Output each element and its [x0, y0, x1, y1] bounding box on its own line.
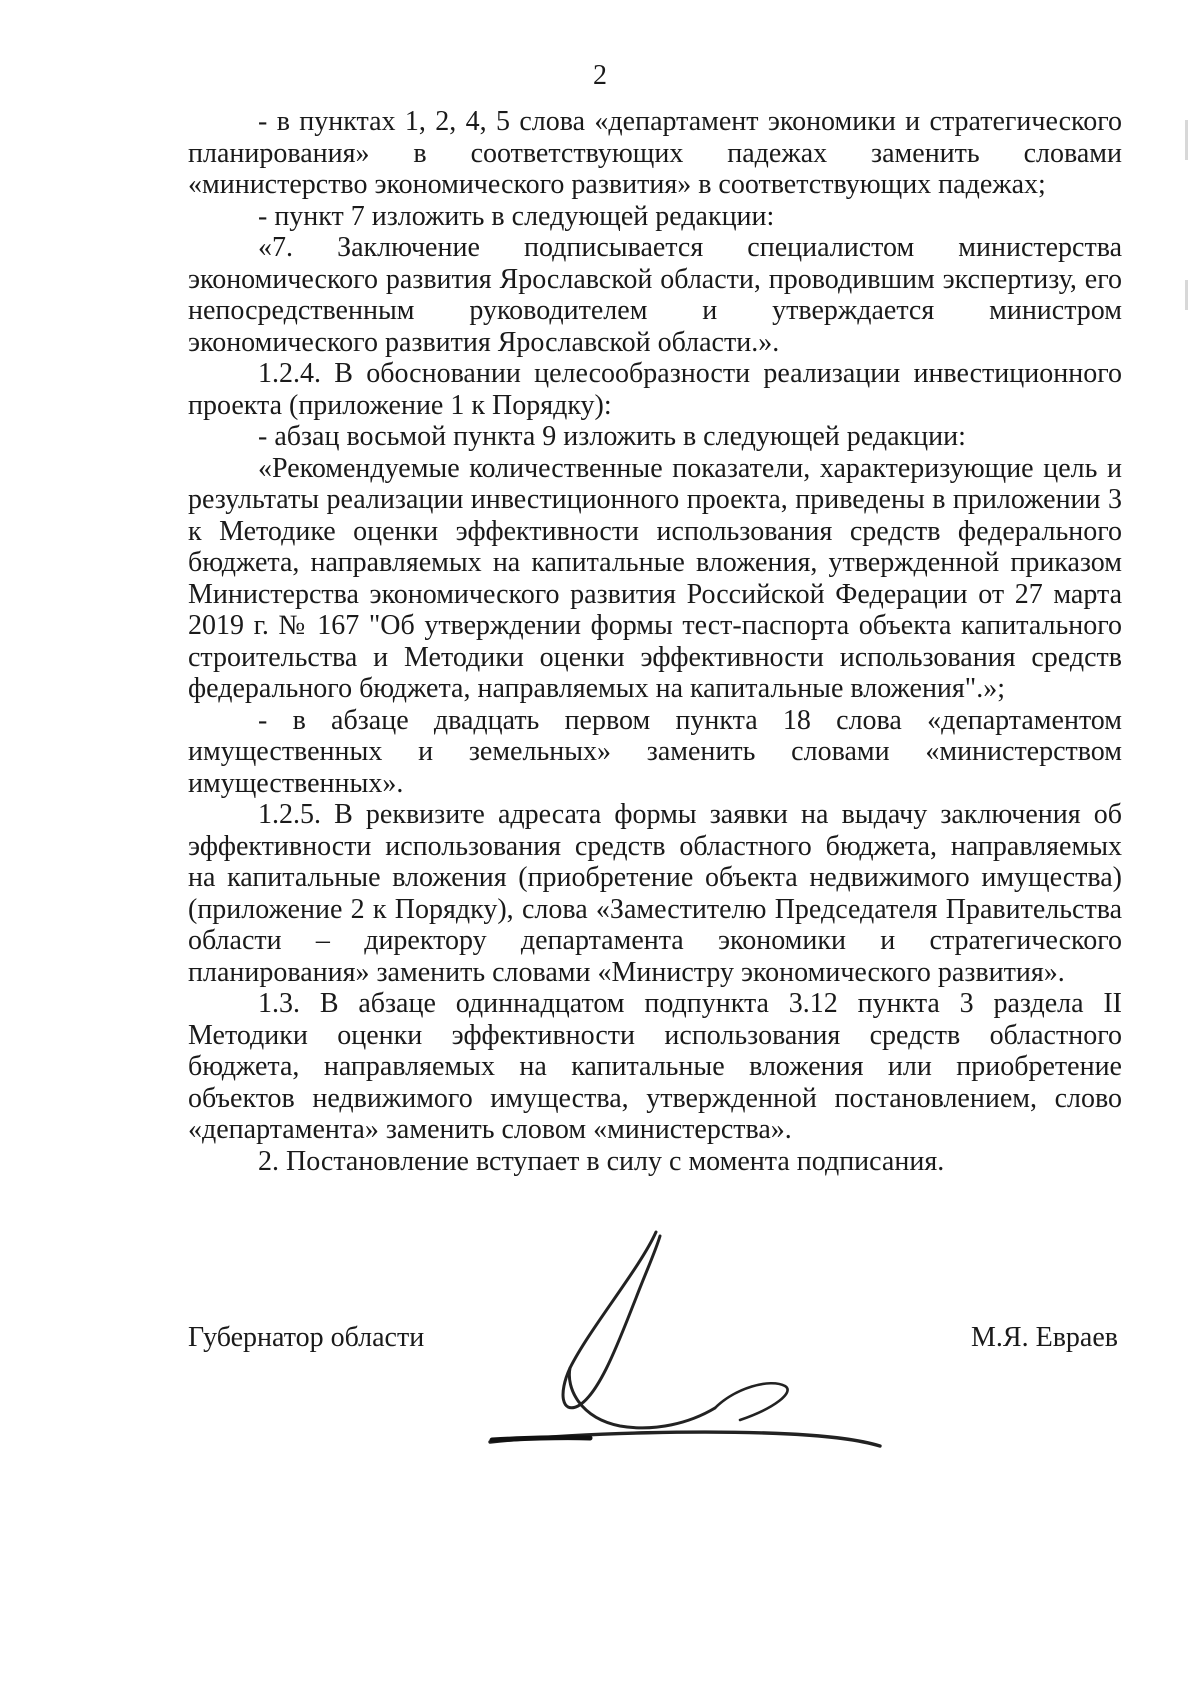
handwritten-signature: [470, 1218, 930, 1468]
paragraph: - в абзаце двадцать первом пункта 18 слова «департаментом имущественных и земельных» заменить словами «министерством имущественных».: [188, 704, 1122, 799]
signatory-name: М.Я. Евраев: [971, 1322, 1118, 1353]
paragraph: 1.2.4. В обосновании целесообразности реализации инвестиционного проекта (приложение 1 к Порядку):: [188, 358, 1122, 421]
paragraph: 2. Постановление вступает в силу с момента подписания.: [258, 1145, 945, 1177]
document-body: [188, 106, 1122, 1177]
page-number: 2: [593, 60, 607, 91]
paragraph: 1.3. В абзаце одиннадцатом подпункта 3.12 пункта 3 раздела II Методики оценки эффективности использования средств областного бюджета, направляемых на капитальные вложения или приобретение объектов недвижимого имущества, утвержденной постановлением, слово «департамента» заменить словом «министерства».: [188, 988, 1122, 1145]
scan-edge-mark: [1185, 120, 1188, 160]
paragraph: - в пунктах 1, 2, 4, 5 слова «департамент экономики и стратегического планирования» в соответствующих падежах заменить словами «министерство экономического развития» в соответствующих падежах;: [188, 106, 1122, 200]
paragraph: «Рекомендуемые количественные показатели, характеризующие цель и результаты реализации инвестиционного проекта, приведены в приложении 3 к Методике оценки эффективности использования средств федерального бюджета, направляемых на капитальные вложения, утвержденной приказом Министерства экономического развития Российской Федерации от 27 марта 2019 г. № 167 "Об утверждении формы тест-паспорта объекта капитального строительства и Методики оценки эффективности использования средств федерального бюджета, направляемых на капитальные вложения".»;: [188, 452, 1122, 704]
paragraph: - пункт 7 изложить в следующей редакции:: [258, 200, 775, 232]
paragraph: - абзац восьмой пункта 9 изложить в следующей редакции:: [258, 421, 966, 452]
signatory-title: Губернатор области: [188, 1322, 425, 1353]
scan-edge-mark: [1185, 280, 1188, 310]
paragraph: 1.2.5. В реквизите адресата формы заявки на выдачу заключения об эффективности использования средств областного бюджета, направляемых на капитальные вложения (приобретение объекта недвижимого имущества) (приложение 2 к Порядку), слова «Заместителю Председателя Правительства области – директору департамента экономики и стратегического планирования» заменить словами «Министру экономического развития».: [188, 799, 1122, 988]
paragraph: «7. Заключение подписывается специалистом министерства экономического развития Ярославской области, проводившим экспертизу, его непосредственным руководителем и утверждается министром экономического развития Ярославской области.».: [188, 232, 1122, 358]
